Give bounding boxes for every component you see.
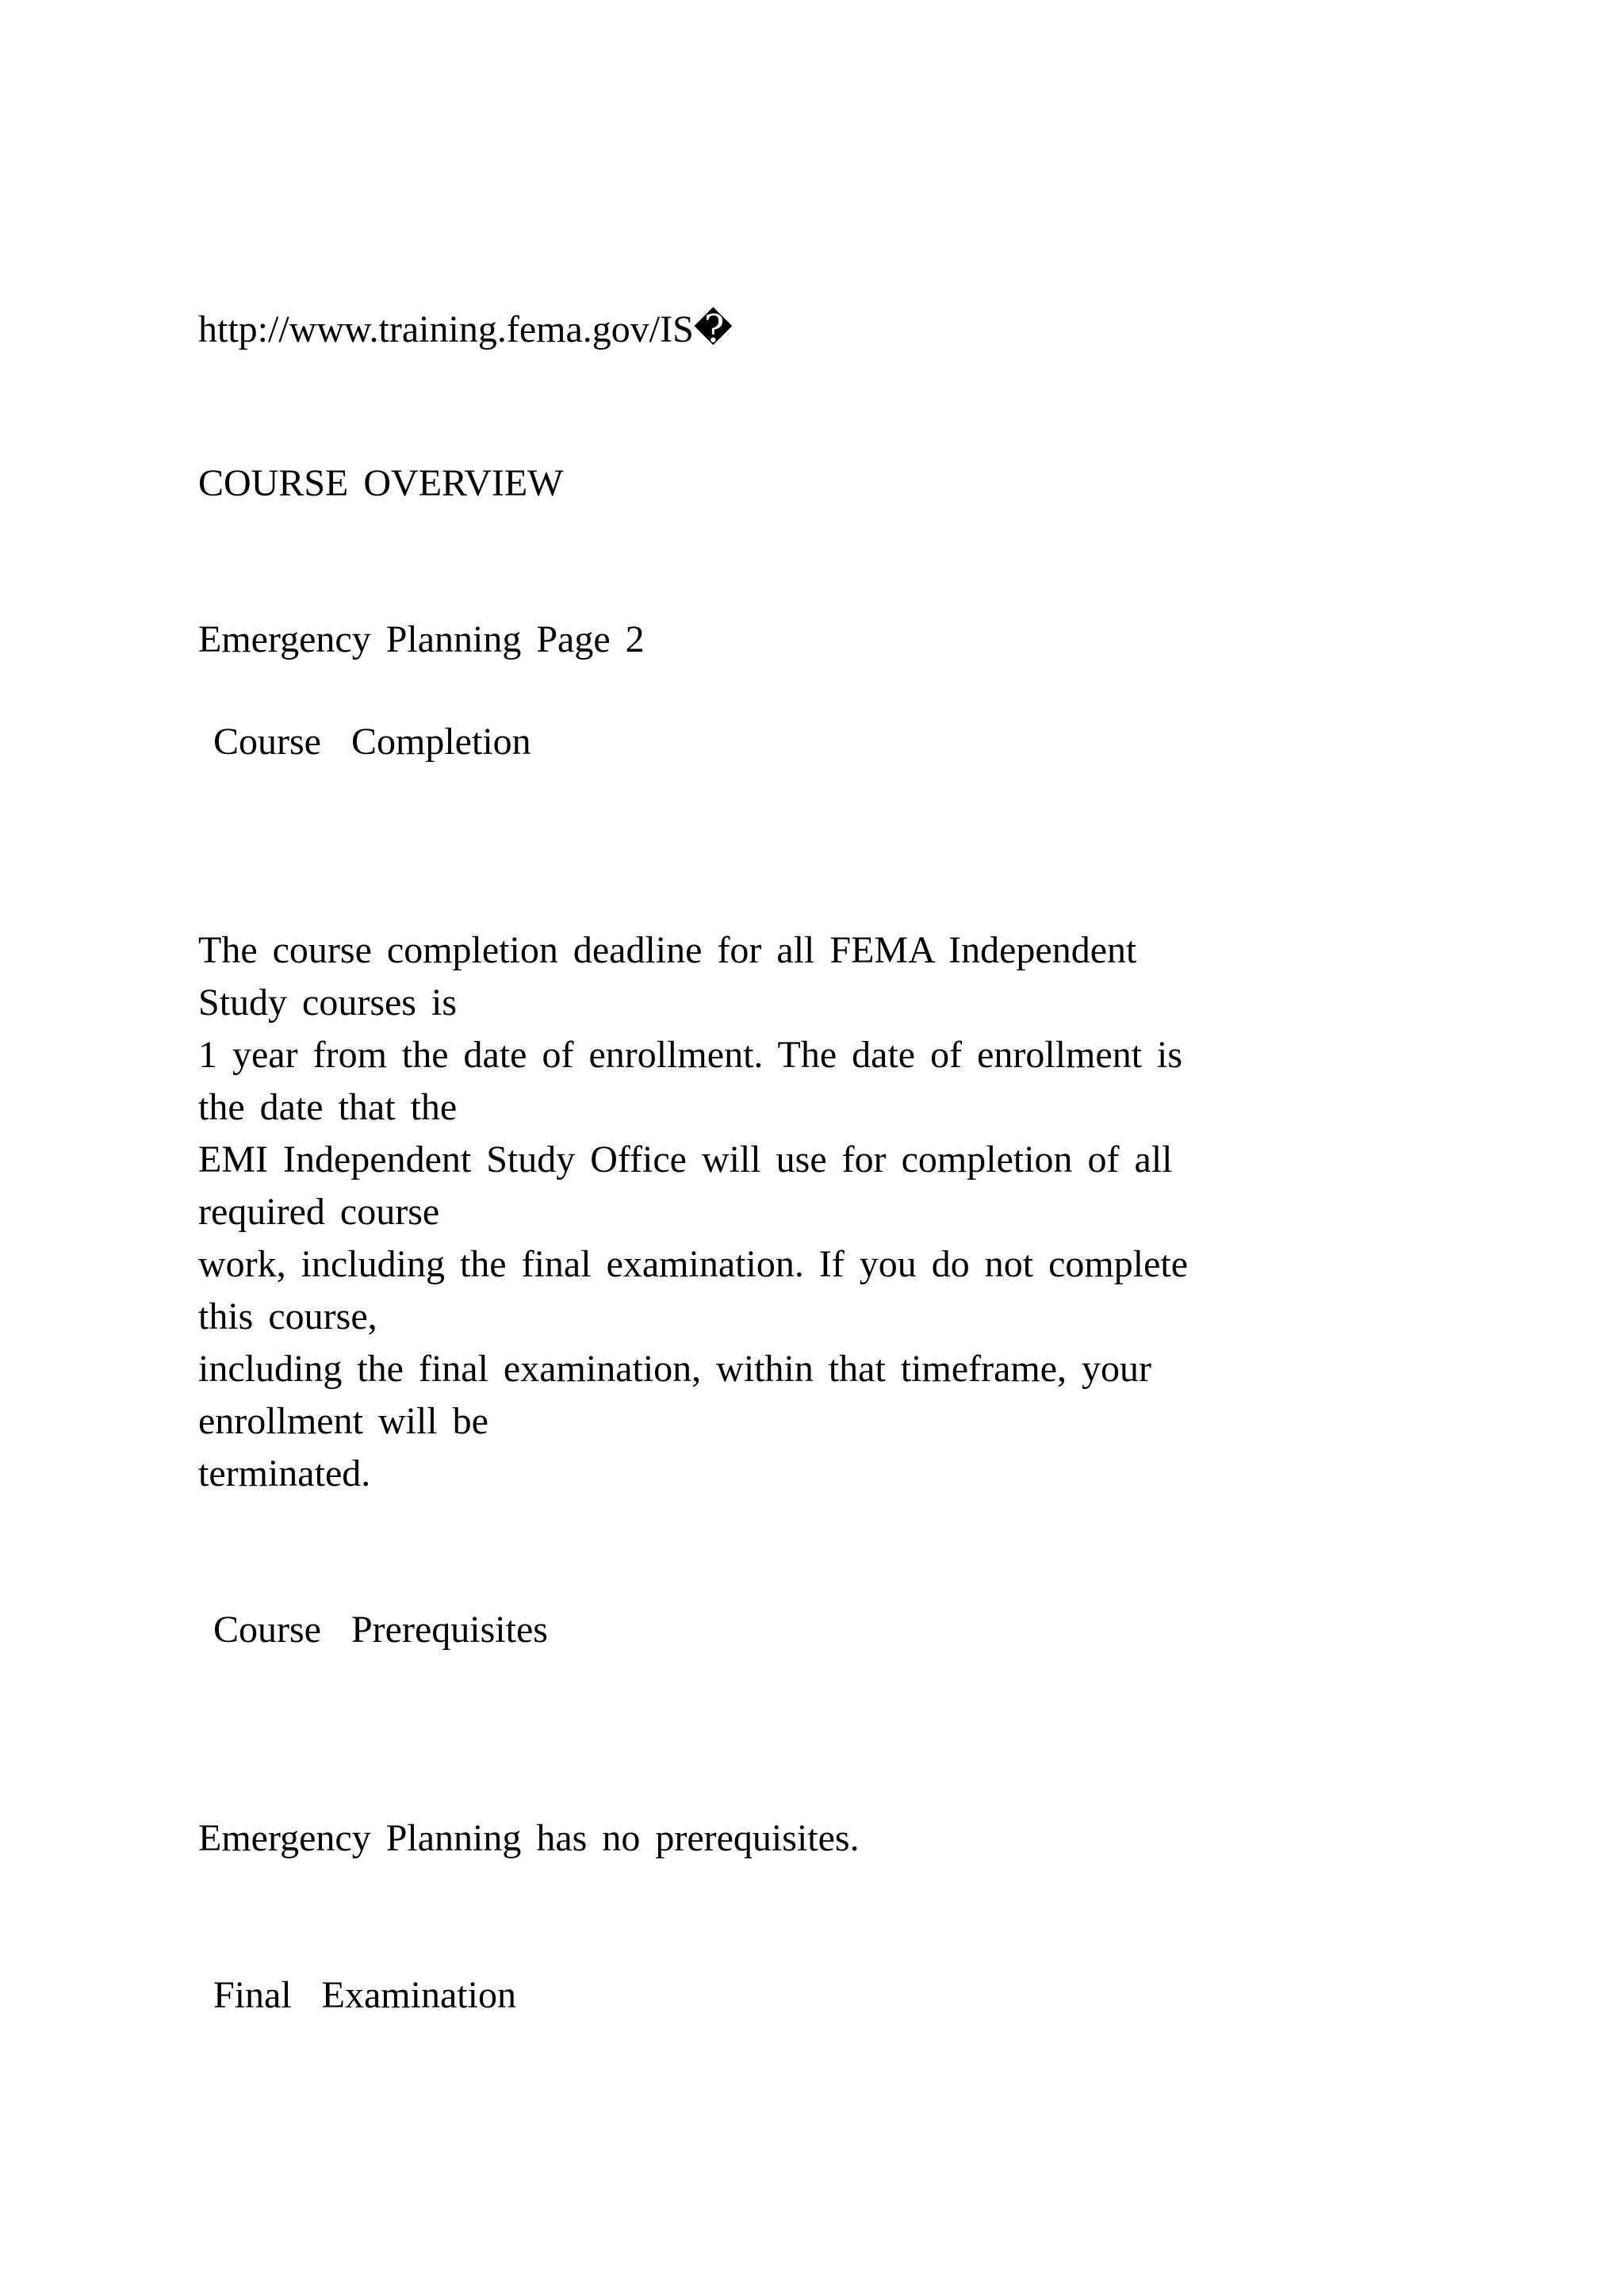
paragraph-line: The course completion deadline for all FEMA Independent xyxy=(198,929,1137,971)
paragraph-line: required course xyxy=(198,1191,440,1233)
paragraph-line: enrollment will be xyxy=(198,1400,488,1442)
course-completion-heading: Course Completion xyxy=(198,721,531,763)
paragraph-line: work, including the final examination. If you do not complete xyxy=(198,1243,1189,1285)
paragraph-line: 1 year from the date of enrollment. The date of enrollment is xyxy=(198,1034,1183,1076)
page-label: Emergency Planning Page 2 xyxy=(198,618,645,660)
final-examination-heading: Final Examination xyxy=(198,1974,516,2016)
paragraph-line: this course, xyxy=(198,1295,377,1337)
paragraph-line: terminated. xyxy=(198,1452,371,1494)
prerequisites-text: Emergency Planning has no prerequisites. xyxy=(198,1817,860,1859)
paragraph-line: including the final examination, within that timeframe, your xyxy=(198,1348,1152,1390)
course-completion-paragraph xyxy=(198,924,1188,1500)
paragraph-line: EMI Independent Study Office will use for completion of all xyxy=(198,1138,1173,1181)
paragraph-line: Study courses is xyxy=(198,982,457,1024)
course-overview-heading: COURSE OVERVIEW xyxy=(198,462,564,504)
course-prerequisites-heading: Course Prerequisites xyxy=(198,1609,548,1651)
source-url: http://www.training.fema.gov/IS� xyxy=(198,308,733,350)
paragraph-line: the date that the xyxy=(198,1086,458,1128)
